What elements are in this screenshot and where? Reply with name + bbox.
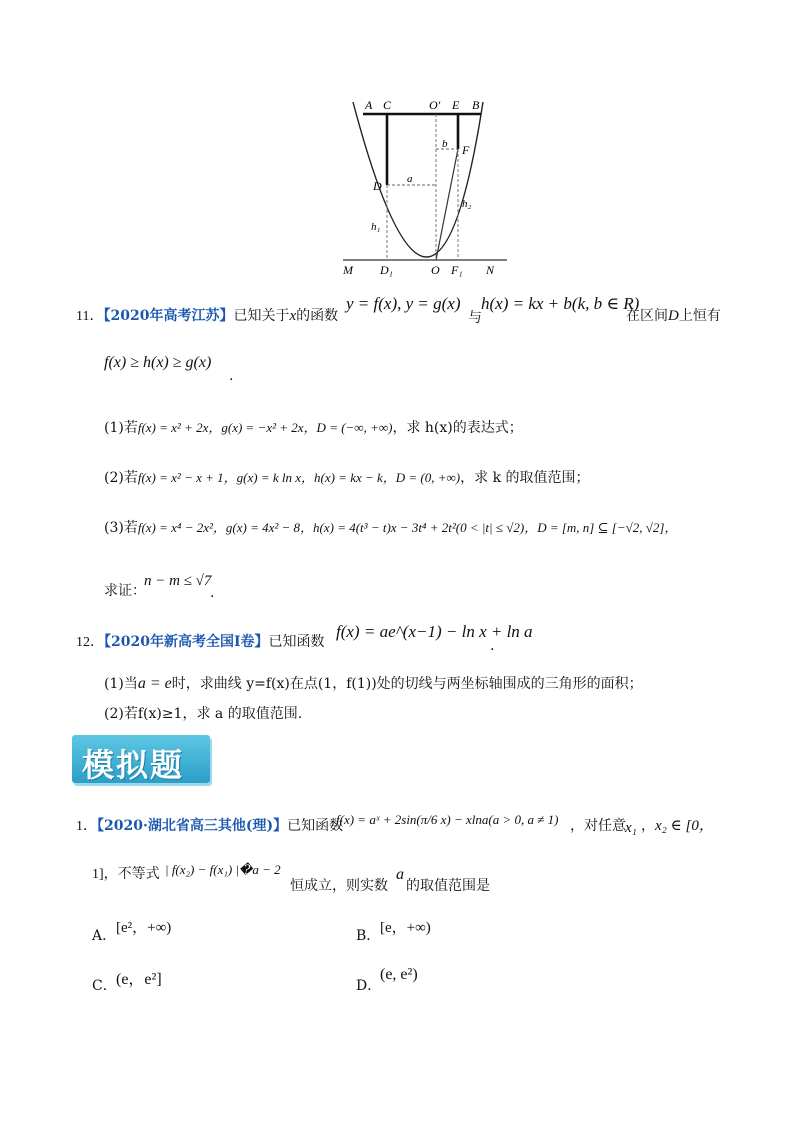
label-a-point: A: [365, 98, 373, 112]
label-m: M: [343, 263, 353, 277]
q11-part1: [104, 418, 523, 438]
label-a-length: a: [407, 173, 413, 185]
q11-source: 【2020年高考江苏】: [103, 308, 234, 324]
mq1-func: f(x) = aˣ + 2sin(π/6 x) − xlna(a > 0, a ≠ 1): [336, 812, 559, 827]
q12-stem: [76, 632, 325, 653]
option-a-value: [e²，+∞): [116, 920, 172, 936]
label-d1: D₁: [380, 263, 393, 277]
q12-part2: (2)若f(x)≥1，求 a 的取值范围.: [104, 706, 303, 722]
q11-p2-tail: ，求 k 的取值范围；: [460, 470, 590, 486]
section-badge-text: 模拟题: [82, 746, 185, 784]
q11-number: 11．: [76, 309, 104, 324]
q11-p1-math: f(x) = x² + 2x，g(x) = −x² + 2x，D = (−∞, +∞): [137, 420, 393, 435]
q11-prove-math: n − m ≤ √7: [144, 573, 212, 589]
q11-inequality: f(x) ≥ h(x) ≥ g(x): [104, 354, 212, 371]
option-d: [356, 976, 381, 996]
label-b-length: b: [442, 138, 448, 150]
label-h2: h₂: [462, 198, 472, 210]
label-o-prime: O′: [429, 98, 441, 112]
q12-part1: [104, 674, 643, 694]
q12-source: 【2020年新高考全国Ⅰ卷】: [104, 634, 269, 650]
mq1-line2-d: 的取值范围是: [406, 878, 490, 894]
q11-stem-tail: [626, 306, 721, 326]
option-b: [356, 926, 380, 946]
q11-stem-a: 已知关于: [233, 308, 290, 324]
q11-stem: [76, 306, 338, 327]
option-a-label: A．: [92, 928, 117, 944]
q11-prove: [104, 581, 146, 601]
option-c-value: (e，e²]: [116, 971, 162, 988]
q12-p1-a: (1)当: [104, 676, 138, 692]
mq1-line2: [92, 864, 160, 885]
q11-p1-tail: ，求 h(x)的表达式；: [392, 420, 523, 436]
parabola-diagram: [335, 92, 515, 282]
q12-p1-math: a = e: [137, 675, 172, 692]
mq1-stem-text: 已知函数: [287, 818, 344, 834]
label-o: O: [431, 263, 440, 277]
q11-stem-c: 在区间: [626, 308, 668, 324]
mq1-line2-b: ，不等式: [103, 866, 160, 882]
q12-period: .: [490, 638, 495, 654]
option-d-value: (e, e²): [380, 966, 418, 983]
q12-stem-text: 已知函数: [268, 634, 325, 650]
option-b-value: [e，+∞): [380, 920, 431, 936]
q11-p1-label: (1)若: [104, 420, 138, 436]
mq1-x2: x₂ ∈ [0，: [655, 818, 714, 834]
label-c: C: [383, 98, 392, 112]
label-d: D: [373, 179, 382, 193]
option-d-label: D．: [356, 978, 382, 994]
q12-p1-b: 时，求曲线 y=f(x)在点(1，f(1))处的切线与两坐标轴围成的三角形的面积；: [171, 676, 643, 692]
label-f1: F₁: [451, 263, 463, 277]
q11-prove-end: .: [210, 585, 215, 601]
mq1-line2-c: 恒成立，则实数: [290, 878, 388, 894]
label-f: F: [462, 143, 470, 157]
mq1-x1: x₁: [625, 820, 637, 836]
mq1-ineq: | f(x₂) − f(x₁) |�a − 2: [165, 862, 281, 877]
q11-var-x: x: [289, 308, 297, 324]
section-badge: [72, 735, 210, 783]
mq1-number: 1．: [76, 819, 97, 834]
q11-hfunc: h(x) = kx + b(k, b ∈ R): [481, 294, 640, 313]
q11-p3-label: (3)若: [104, 520, 138, 536]
q11-part3: [104, 518, 677, 538]
q12-number: 12．: [76, 635, 104, 650]
q11-p2-label: (2)若: [104, 470, 138, 486]
q11-p3-math: f(x) = x⁴ − 2x²，g(x) = 4x² − 8，h(x) = 4(t³ − t)x − 3t⁴ + 2t²(0 < |t| ≤ √2)，D = [m, n] ⊆ [−√2, √2]，: [137, 520, 678, 535]
mq1-var-a: a: [396, 866, 404, 883]
q11-prove-label: 求证：: [104, 583, 146, 599]
q11-period: .: [229, 368, 234, 384]
mq1-stem: [76, 816, 343, 837]
label-n: N: [486, 263, 495, 277]
option-c: [92, 976, 117, 996]
q11-stem-b: 的函数: [296, 308, 339, 324]
q11-var-d: D: [668, 308, 679, 324]
mq1-tail: ，对任意: [570, 818, 626, 834]
mq1-line2-a: 1]: [92, 867, 104, 882]
mq1-source: 【2020·湖北省高三其他(理)】: [97, 818, 288, 834]
q11-funcs: y = f(x), y = g(x): [346, 294, 461, 313]
q12-func: f(x) = ae^(x−1) − ln x + ln a: [336, 622, 533, 641]
q11-connector: 与: [468, 310, 482, 326]
segment-of: [436, 149, 458, 260]
q11-stem-e: 上恒有: [678, 308, 721, 324]
option-a: [92, 926, 116, 946]
q11-part2: [104, 468, 590, 488]
label-e: E: [452, 98, 460, 112]
label-h1: h₁: [371, 221, 381, 233]
option-c-label: C．: [92, 978, 117, 994]
label-b-point: B: [472, 98, 480, 112]
mq1-comma: ，: [641, 818, 655, 834]
option-b-label: B．: [356, 928, 381, 944]
q11-p2-math: f(x) = x² − x + 1，g(x) = k ln x，h(x) = kx − k，D = (0, +∞): [137, 470, 461, 485]
